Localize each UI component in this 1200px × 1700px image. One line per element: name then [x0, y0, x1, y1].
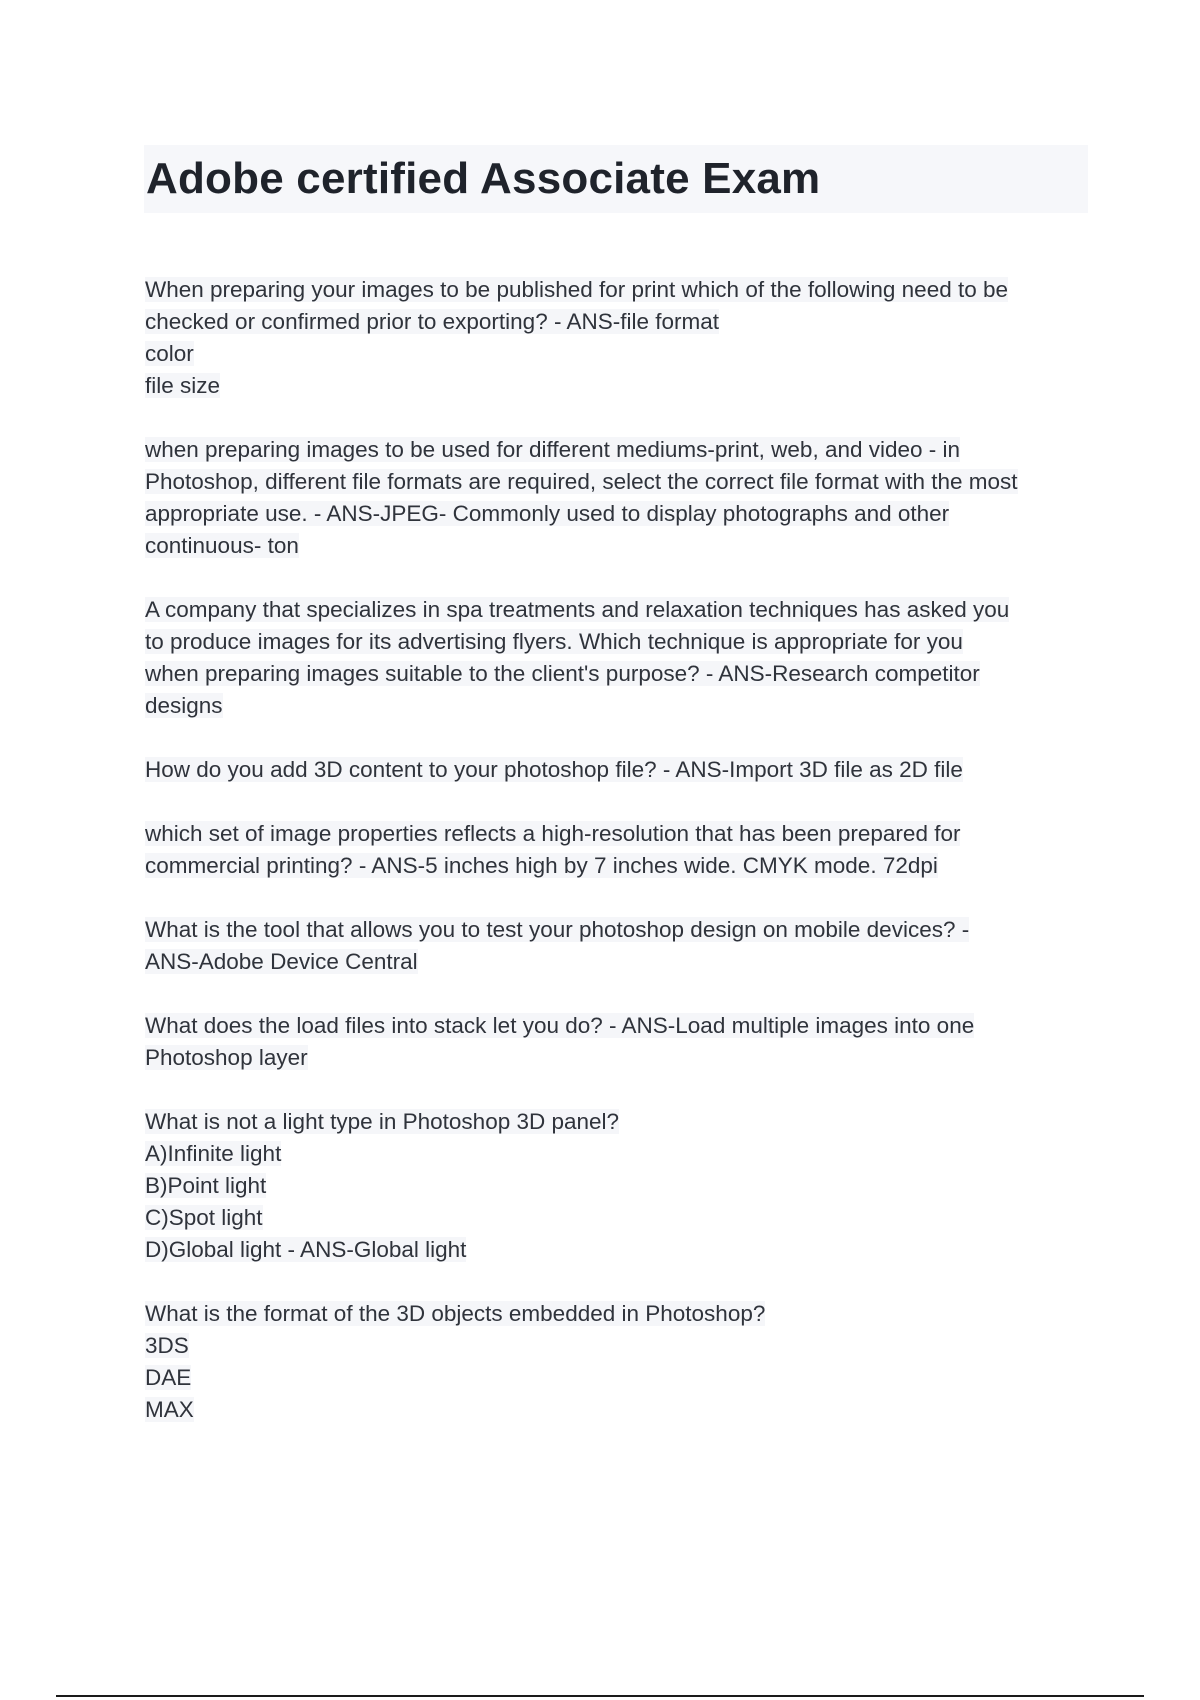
- qa-line: which set of image properties reflects a high-resolution that has been prepared for: [145, 821, 961, 846]
- title-band: [144, 145, 1088, 213]
- qa-line: A company that specializes in spa treatments and relaxation techniques has asked you: [145, 597, 1010, 622]
- qa-line: MAX: [145, 1397, 194, 1422]
- qa-line: What is not a light type in Photoshop 3D panel?: [145, 1109, 620, 1134]
- qa-line: What is the format of the 3D objects embedded in Photoshop?: [145, 1301, 766, 1326]
- qa-line: D)Global light - ANS-Global light: [145, 1237, 467, 1262]
- qa-line: commercial printing? - ANS-5 inches high by 7 inches wide. CMYK mode. 72dpi: [145, 853, 938, 878]
- qa-item: [145, 274, 1085, 402]
- qa-line: C)Spot light: [145, 1205, 263, 1230]
- qa-line: appropriate use. - ANS-JPEG- Commonly used to display photographs and other: [145, 501, 950, 526]
- qa-item: [145, 914, 1085, 978]
- qa-line: Photoshop, different file formats are required, select the correct file format with the most: [145, 469, 1018, 494]
- qa-line: when preparing images to be used for different mediums-print, web, and video - in: [145, 437, 961, 462]
- qa-line: 3DS: [145, 1333, 189, 1358]
- qa-line: DAE: [145, 1365, 192, 1390]
- qa-item: [145, 754, 1085, 786]
- qa-line: What is the tool that allows you to test your photoshop design on mobile devices? -: [145, 917, 970, 942]
- qa-line: checked or confirmed prior to exporting? - ANS-file format: [145, 309, 719, 334]
- qa-line: designs: [145, 693, 223, 718]
- qa-item: [145, 594, 1085, 722]
- qa-item: [145, 434, 1085, 562]
- qa-item: [145, 1010, 1085, 1074]
- qa-line: A)Infinite light: [145, 1141, 282, 1166]
- qa-list: [145, 274, 1085, 1458]
- qa-line: file size: [145, 373, 221, 398]
- qa-line: Photoshop layer: [145, 1045, 308, 1070]
- qa-line: What does the load files into stack let you do? - ANS-Load multiple images into one: [145, 1013, 975, 1038]
- qa-line: ANS-Adobe Device Central: [145, 949, 418, 974]
- page-bottom-rule: [56, 1695, 1144, 1697]
- qa-line: B)Point light: [145, 1173, 267, 1198]
- qa-line: continuous- ton: [145, 533, 299, 558]
- qa-item: [145, 818, 1085, 882]
- qa-line: to produce images for its advertising flyers. Which technique is appropriate for you: [145, 629, 963, 654]
- qa-item: [145, 1298, 1085, 1426]
- qa-line: color: [145, 341, 194, 366]
- qa-line: when preparing images suitable to the client's purpose? - ANS-Research competitor: [145, 661, 980, 686]
- qa-item: [145, 1106, 1085, 1266]
- qa-line: When preparing your images to be published for print which of the following need to be: [145, 277, 1009, 302]
- qa-line: How do you add 3D content to your photoshop file? - ANS-Import 3D file as 2D file: [145, 757, 963, 782]
- document-title: Adobe certified Associate Exam: [146, 154, 821, 203]
